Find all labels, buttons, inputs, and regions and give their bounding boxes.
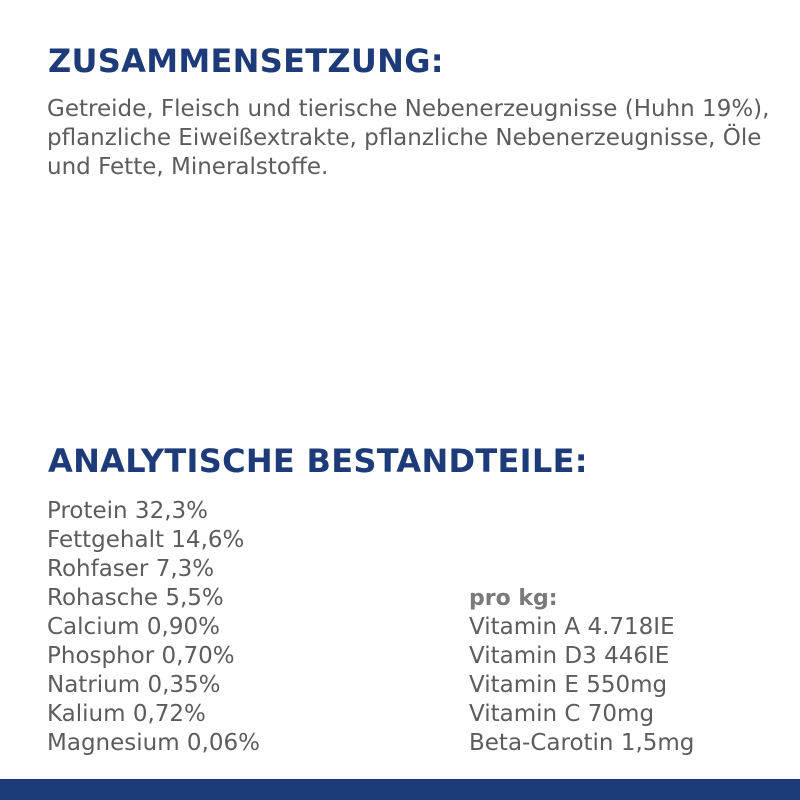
bottom-brand-bar [0, 779, 800, 800]
nutrient-item-fat: Fettgehalt 14,6% [47, 527, 245, 553]
nutrient-item-fiber: Rohfaser 7,3% [47, 556, 215, 582]
vitamin-item-c: Vitamin C 70mg [469, 701, 655, 727]
nutrient-item-sodium: Natrium 0,35% [47, 672, 221, 698]
vitamin-item-beta-carotene: Beta-Carotin 1,5mg [469, 730, 695, 756]
nutrient-item-magnesium: Magnesium 0,06% [47, 730, 260, 756]
analytical-constituents-list [47, 497, 260, 758]
nutrient-item-potassium: Kalium 0,72% [47, 701, 206, 727]
vitamin-item-a: Vitamin A 4.718IE [469, 614, 675, 640]
vitamin-item-d3: Vitamin D3 446IE [469, 643, 670, 669]
analysis-heading: ANALYTISCHE BESTANDTEILE: [48, 442, 588, 480]
nutrient-item-protein: Protein 32,3% [47, 498, 208, 524]
nutrient-item-ash: Rohasche 5,5% [47, 585, 224, 611]
vitamins-per-kg-list [469, 584, 694, 758]
per-kg-subheading: pro kg: [469, 586, 558, 611]
vitamin-item-e: Vitamin E 550mg [469, 672, 668, 698]
nutrient-item-phosphorus: Phosphor 0,70% [47, 643, 235, 669]
nutrient-item-calcium: Calcium 0,90% [47, 614, 220, 640]
composition-heading: ZUSAMMENSETZUNG: [48, 42, 444, 80]
composition-text: Getreide, Fleisch und tierische Nebenerzeugnisse (Huhn 19%), pflanzliche Eiweißextrakte, pflanzliche Nebenerzeugnisse, Öle und Fette, Mineralstoffe. [47, 96, 770, 180]
